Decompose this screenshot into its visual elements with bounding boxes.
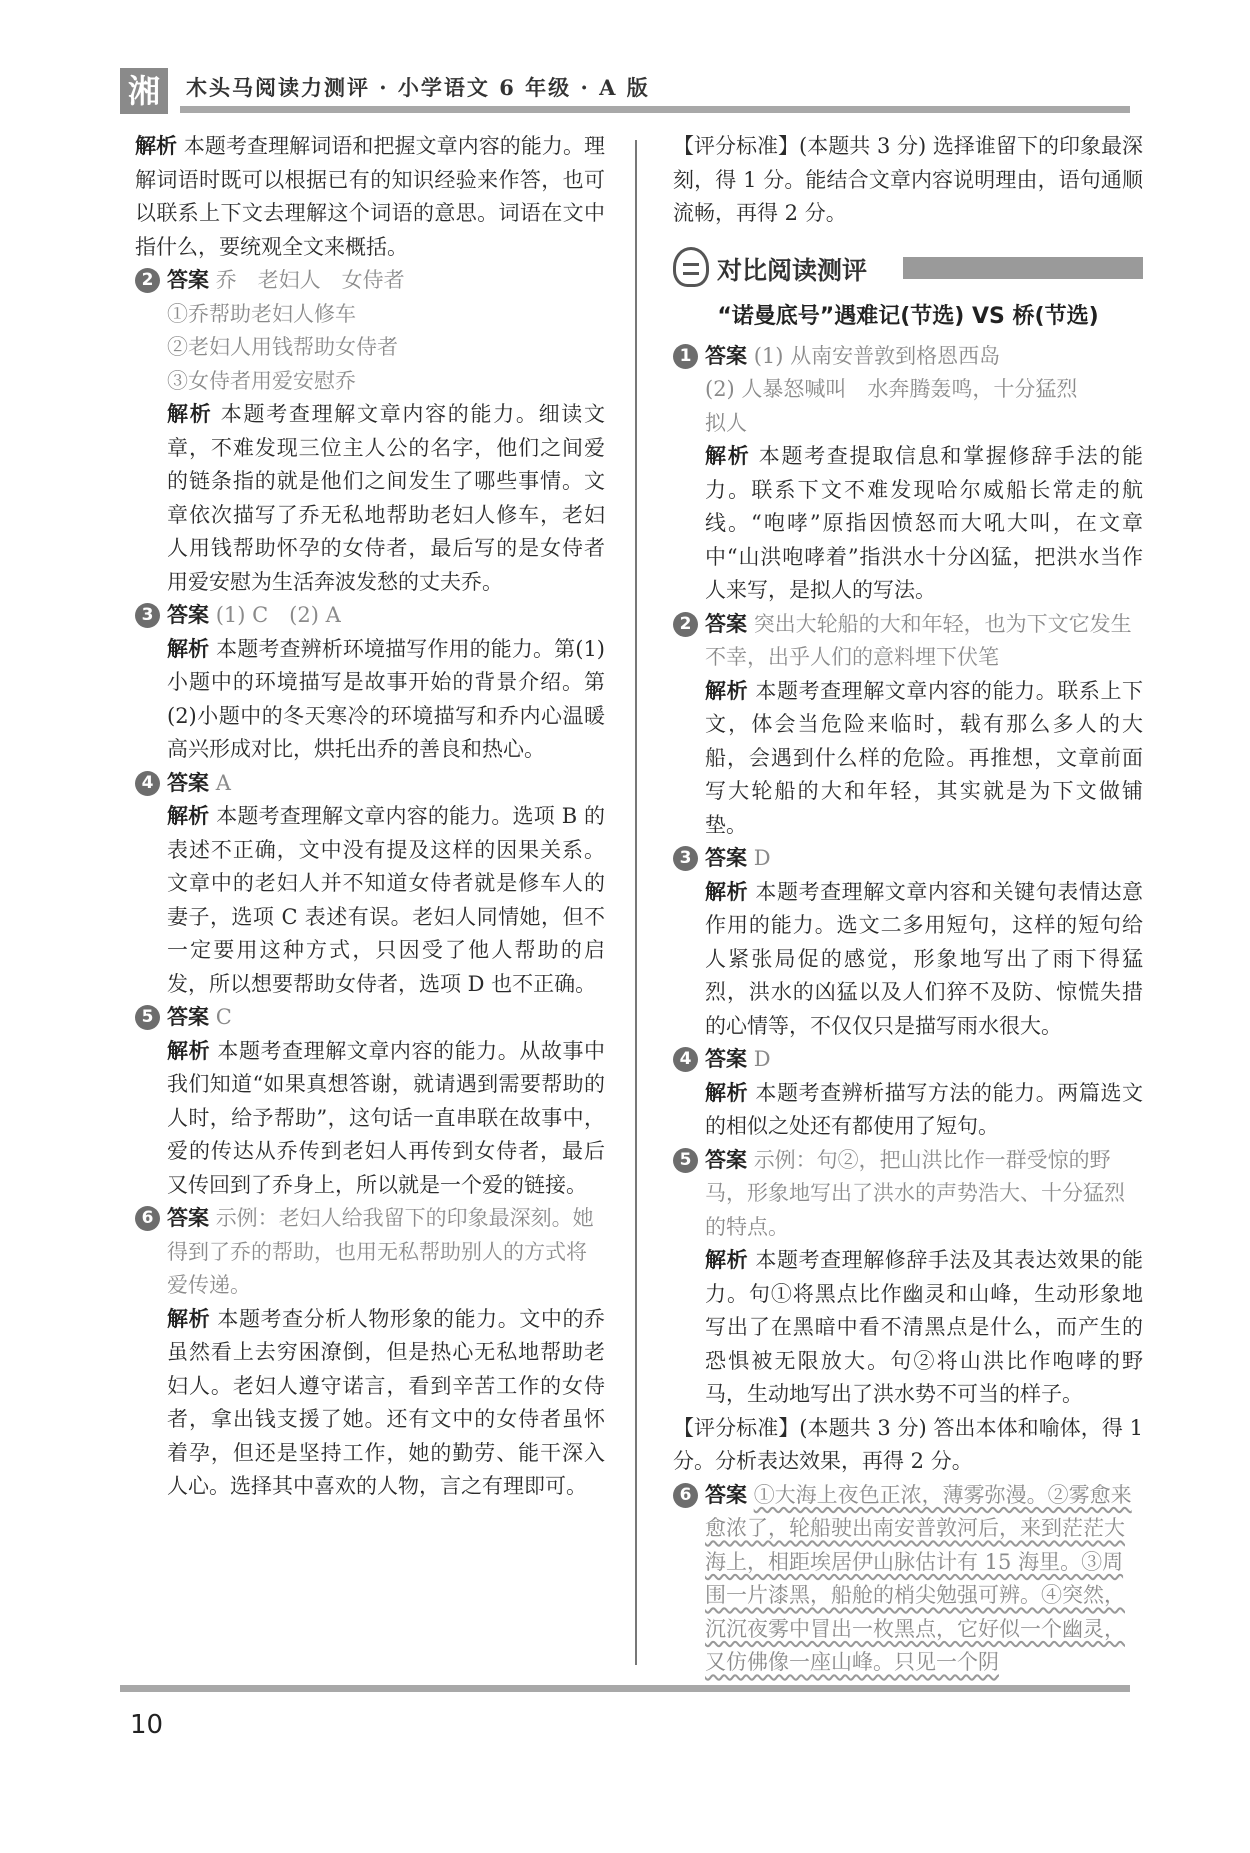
question-number: 6	[673, 1483, 698, 1508]
answer-sub: ③女侍者用爱安慰乔	[167, 368, 356, 393]
answer-text: D	[753, 846, 771, 870]
reader-mascot-icon	[673, 247, 709, 287]
question-5: 5 答案 C 解析 本题考查理解文章内容的能力。从故事中我们知道“如果真想答谢，就请遇到需要帮助的人时，给予帮助”，这句话一直串联在故事中，爱的传达从乔传到老妇人再传到女侍者，最后又传回到了乔身上，所以就是一个爱的链接。	[135, 1001, 605, 1202]
answer-sub: ①乔帮助老妇人修车	[167, 301, 356, 326]
page-header	[120, 62, 1130, 114]
explanation: 解析 本题考查辨析描写方法的能力。两篇选文的相似之处还有都使用了短句。	[705, 1080, 1144, 1138]
question-number: 5	[673, 1148, 698, 1173]
answer-text: 示例：句②，把山洪比作一群受惊的野马，形象地写出了洪水的声势浩大、十分猛烈的特点。	[705, 1147, 1125, 1239]
question-number: 5	[135, 1005, 160, 1030]
question-2: 2 答案 乔 老妇人 女侍者 ①乔帮助老妇人修车 ②老妇人用钱帮助女侍者 ③女侍者用爱安慰乔 解析 本题考查理解文章内容的能力。细读文章，不难发现三位主人公的名字，他们之间爱的链条指的就是他们之间发生了哪些事情。文章依次描写了乔无私地帮助老妇人修车，老妇人用钱帮助怀孕的女侍者，最后写的是女侍者用爱安慰为生活奔波发愁的丈夫乔。	[135, 264, 605, 599]
question-6: 6 答案 ①大海上夜色正浓，薄雾弥漫。②雾愈来愈浓了，轮船驶出南安普敦河后，来到茫茫大海上，相距埃居伊山脉估计有 15 海里。③周围一片漆黑，船舱的梢尖勉强可辨。④突然，沉沉夜雾中冒出一枚黑点，它好似一个幽灵，又仿佛像一座山峰。只见一个阴	[673, 1479, 1143, 1680]
question-number: 1	[673, 344, 698, 369]
explanation: 解析 本题考查理解文章内容的能力。选项 B 的表述不正确，文中没有提及这样的因果关系。文章中的老妇人并不知道女侍者就是修车人的妻子，选项 C 表述有误。老妇人同情她，但不一定要用这种方式，只因受了他人帮助的启发，所以想要帮助女侍者，选项 D 也不正确。	[167, 804, 605, 996]
explanation: 解析 本题考查理解文章内容的能力。从故事中我们知道“如果真想答谢，就请遇到需要帮助的人时，给予帮助”，这句话一直串联在故事中，爱的传达从乔传到老妇人再传到女侍者，最后又传回到了乔身上，所以就是一个爱的链接。	[167, 1038, 606, 1197]
answer-text: C	[215, 1005, 232, 1029]
answer-text: A	[215, 770, 231, 795]
article-title: “诺曼底号”遇难记(节选) VS 桥(节选)	[717, 303, 1099, 329]
intro-explanation: 解析 本题考查理解词语和把握文章内容的能力。理解词语时既可以根据已有的知识经验来作答，也可以联系上下文去理解这个词语的意思。词语在文中指什么，要统观全文来概括。	[135, 134, 606, 259]
question-4: 4 答案 D 解析 本题考查辨析描写方法的能力。两篇选文的相似之处还有都使用了短句。	[673, 1043, 1143, 1144]
book-title: 木头马阅读力测评 · 小学语文 6 年级 · A 版	[186, 75, 650, 100]
scoring-standard: 【评分标准】(本题共 3 分) 选择谁留下的印象最深刻，得 1 分。能结合文章内容说明理由，语句通顺流畅，再得 2 分。	[673, 134, 1143, 225]
right-column	[673, 130, 1143, 1680]
question-1: 1 答案 (1) 从南安普敦到格恩西岛 (2) 人暴怒喊叫 水奔腾轰鸣，十分猛烈 拟人 解析 本题考查提取信息和掌握修辞手法的能力。联系下文不难发现哈尔威船长常走的航线。“咆哮”原指因愤怒而大吼大叫，在文章中“山洪咆哮着”指洪水十分凶猛，把洪水当作人来写，是拟人的写法。	[673, 340, 1143, 608]
scoring-standard: 【评分标准】(本题共 3 分) 答出本体和喻体，得 1 分。分析表达效果，再得 2 分。	[673, 1415, 1143, 1473]
question-3: 3 答案 D 解析 本题考查理解文章内容和关键句表情达意作用的能力。选文二多用短句，这样的短句给人紧张局促的感觉，形象地写出了雨下得猛烈，洪水的凶猛以及人们猝不及防、惊慌失措的心情等，不仅仅只是描写雨水很大。	[673, 842, 1143, 1043]
section-bar	[903, 257, 1143, 279]
question-number: 3	[135, 603, 160, 628]
question-6: 6 答案 示例：老妇人给我留下的印象最深刻。她得到了乔的帮助，也用无私帮助别人的方式将爱传递。 解析 本题考查分析人物形象的能力。文中的乔虽然看上去穷困潦倒，但是热心无私地帮助老妇人。老妇人遵守诺言，看到辛苦工作的女侍者，拿出钱支援了她。还有文中的女侍者虽怀着孕，但还是坚持工作，她的勤劳、能干深入人心。选择其中喜欢的人物，言之有理即可。	[135, 1202, 605, 1504]
page-number: 10	[130, 1710, 164, 1740]
explanation: 解析 本题考查理解文章内容的能力。细读文章，不难发现三位主人公的名字，他们之间爱的链条指的就是他们之间发生了哪些事情。文章依次描写了乔无私地帮助老妇人修车，老妇人用钱帮助怀孕的女侍者，最后写的是女侍者用爱安慰为生活奔波发愁的丈夫乔。	[167, 402, 606, 594]
question-5: 5 答案 示例：句②，把山洪比作一群受惊的野马，形象地写出了洪水的声势浩大、十分猛烈的特点。 解析 本题考查理解修辞手法及其表达效果的能力。句①将黑点比作幽灵和山峰，生动形象地写出了在黑暗中看不清黑点是什么，而产生的恐惧被无限放大。句②将山洪比作咆哮的野马，生动地写出了洪水势不可当的样子。 【评分标准】(本题共 3 分) 答出本体和喻体，得 1 分。分析表达效果，再得 2 分。	[673, 1144, 1143, 1479]
explanation: 解析 本题考查辨析环境描写作用的能力。第(1)小题中的环境描写是故事开始的背景介绍。第(2)小题中的冬天寒冷的环境描写和乔内心温暖高兴形成对比，烘托出乔的善良和热心。	[167, 636, 606, 761]
question-number: 4	[673, 1047, 698, 1072]
answer-text: (1) 从南安普敦到格恩西岛	[753, 343, 1001, 368]
question-number: 3	[673, 846, 698, 871]
answer-text: 乔 老妇人 女侍者	[215, 268, 405, 292]
answer-sub: 拟人	[705, 410, 747, 435]
answer-text: 突出大轮船的大和年轻，也为下文它发生不幸，出乎人们的意料埋下伏笔	[705, 611, 1132, 669]
answer-sub: ②老妇人用钱帮助女侍者	[167, 335, 398, 359]
answer-sub: (2) 人暴怒喊叫 水奔腾轰鸣，十分猛烈	[705, 377, 1078, 401]
section-title: 对比阅读测评	[717, 255, 868, 285]
explanation: 解析 本题考查理解文章内容的能力。联系上下文，体会当危险来临时，载有那么多人的大船，会遇到什么样的危险。再推想，文章前面写大轮船的大和年轻，其实就是为下文做铺垫。	[705, 678, 1144, 837]
section-header	[673, 247, 1143, 293]
publisher-logo: 湘	[120, 68, 168, 114]
left-column	[135, 130, 605, 1504]
explanation: 解析 本题考查分析人物形象的能力。文中的乔虽然看上去穷困潦倒，但是热心无私地帮助老妇人。老妇人遵守诺言，看到辛苦工作的女侍者，拿出钱支援了她。还有文中的女侍者虽怀着孕，但还是坚持工作，她的勤劳、能干深入人心。选择其中喜欢的人物，言之有理即可。	[167, 1306, 606, 1498]
question-3: 3 答案 (1) C (2) A 解析 本题考查辨析环境描写作用的能力。第(1)小题中的环境描写是故事开始的背景介绍。第(2)小题中的冬天寒冷的环境描写和乔内心温暖高兴形成对比，烘托出乔的善良和热心。	[135, 599, 605, 767]
question-number: 2	[673, 612, 698, 637]
explanation: 解析 本题考查提取信息和掌握修辞手法的能力。联系下文不难发现哈尔威船长常走的航线。“咆哮”原指因愤怒而大吼大叫，在文章中“山洪咆哮着”指洪水十分凶猛，把洪水当作人来写，是拟人的写法。	[705, 444, 1144, 602]
answer-text: D	[753, 1047, 771, 1071]
explanation: 解析 本题考查理解修辞手法及其表达效果的能力。句①将黑点比作幽灵和山峰，生动形象地写出了在黑暗中看不清黑点是什么，而产生的恐惧被无限放大。句②将山洪比作咆哮的野马，生动地写出了洪水势不可当的样子。	[705, 1248, 1144, 1406]
question-2: 2 答案 突出大轮船的大和年轻，也为下文它发生不幸，出乎人们的意料埋下伏笔 解析 本题考查理解文章内容的能力。联系上下文，体会当危险来临时，载有那么多人的大船，会遇到什么样的危险。再推想，文章前面写大轮船的大和年轻，其实就是为下文做铺垫。	[673, 608, 1143, 843]
explanation: 解析 本题考查理解文章内容和关键句表情达意作用的能力。选文二多用短句，这样的短句给人紧张局促的感觉，形象地写出了雨下得猛烈，洪水的凶猛以及人们猝不及防、惊慌失措的心情等，不仅仅只是描写雨水很大。	[705, 879, 1144, 1038]
footer-rule	[120, 1685, 1130, 1692]
header-rule	[180, 106, 1130, 113]
question-number: 6	[135, 1206, 160, 1231]
answer-text: (1) C (2) A	[215, 603, 341, 627]
question-number: 4	[135, 771, 160, 796]
answer-text: 示例：老妇人给我留下的印象最深刻。她得到了乔的帮助，也用无私帮助别人的方式将爱传递。	[167, 1206, 594, 1297]
column-divider	[635, 140, 637, 1665]
question-number: 2	[135, 268, 160, 293]
answer-text: ①大海上夜色正浓，薄雾弥漫。②雾愈来愈浓了，轮船驶出南安普敦河后，来到茫茫大海上，相距埃居伊山脉估计有 15 海里。③周围一片漆黑，船舱的梢尖勉强可辨。④突然，沉沉夜雾中冒出一枚黑点，它好似一个幽灵，又仿佛像一座山峰。只见一个阴	[705, 1482, 1132, 1674]
question-4: 4 答案 A 解析 本题考查理解文章内容的能力。选项 B 的表述不正确，文中没有提及这样的因果关系。文章中的老妇人并不知道女侍者就是修车人的妻子，选项 C 表述有误。老妇人同情她，但不一定要用这种方式，只因受了他人帮助的启发，所以想要帮助女侍者，选项 D 也不正确。	[135, 767, 605, 1002]
